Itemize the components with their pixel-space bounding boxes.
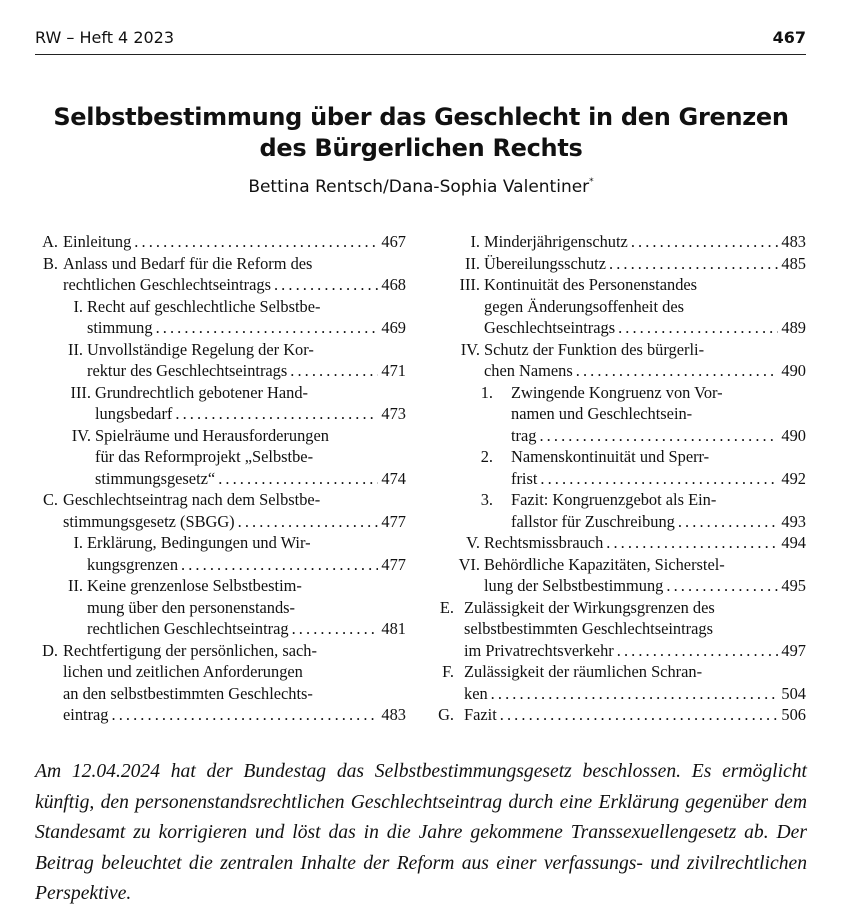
toc-entry-text: chen Namens xyxy=(484,361,573,380)
running-header xyxy=(35,26,806,55)
article-abstract: Am 12.04.2024 hat der Bundestag das Selbstbestimmungsgesetz beschlossen. Es ermöglicht künftig, den personenstandsrechtlichen Geschlechtseintrag durch eine Erklärung gegenüber dem Standesamt zu korrigieren und löst das in die Jahre gekommene Transsexuellengesetz ab. Der Beitrag beleuchtet die zentralen Inhalte der Reform aus einer verfassungs- und zivilrechtlichen Perspektive. xyxy=(35,761,807,904)
toc-entry-marker: E. xyxy=(439,597,454,617)
toc-entry-page: 485 xyxy=(781,253,806,273)
toc-entry-page: 490 xyxy=(781,425,806,445)
toc-entry xyxy=(35,575,406,640)
toc-entry-page: 494 xyxy=(781,533,806,552)
toc-entry-line: Zulässigkeit der Wirkungsgrenzen des xyxy=(464,597,715,617)
toc-entry xyxy=(436,661,806,704)
toc-entry-text: stimmung xyxy=(87,318,153,337)
dot-leader xyxy=(274,274,378,296)
toc-entry-line: selbstbestimmten Geschlechtseintrags xyxy=(464,619,713,638)
toc-entry-marker: 3. xyxy=(480,490,493,509)
dot-leader xyxy=(181,554,378,576)
toc-entry-last-line xyxy=(95,403,406,425)
dot-leader xyxy=(609,253,778,275)
toc-entry-page: 489 xyxy=(781,318,806,337)
toc-entry-last-line xyxy=(484,360,806,382)
toc-entry-line: Namenskontinuität und Sperr- xyxy=(511,447,710,466)
toc-column-right xyxy=(436,231,806,726)
article-authors xyxy=(40,177,802,197)
toc-entry-page: 490 xyxy=(781,361,806,380)
toc-entry-marker: I. xyxy=(470,232,480,251)
toc-entry xyxy=(436,253,806,275)
toc-entry-page: 483 xyxy=(381,705,406,724)
dot-leader xyxy=(666,575,778,597)
toc-entry xyxy=(35,253,406,296)
toc-entry-line: an den selbstbestimmten Geschlechts- xyxy=(63,683,313,703)
toc-entry-line: Zulässigkeit der räumlichen Schran- xyxy=(464,662,703,681)
toc-entry-line: namen und Geschlechtsein- xyxy=(511,404,693,423)
toc-entry-last-line xyxy=(511,511,806,533)
toc-entry-line: Unvollständige Regelung der Kor- xyxy=(87,339,314,359)
toc-entry-marker: IV. xyxy=(71,425,91,445)
toc-entry-text: stimmungsgesetz (SBGG) xyxy=(63,511,235,531)
toc-entry-line: Geschlechtseintrag nach dem Selbstbe- xyxy=(63,490,321,509)
toc-entry-text: Rechtsmissbrauch xyxy=(484,533,604,552)
article-title: Selbstbestimmung über das Geschlecht in den Grenzen des Bürgerlichen Rechts xyxy=(53,103,789,162)
dot-leader xyxy=(218,468,378,490)
toc-entry-marker: B. xyxy=(42,253,58,273)
toc-entry xyxy=(35,296,406,339)
toc-entry xyxy=(436,532,806,554)
toc-entry xyxy=(436,704,806,726)
toc-entry-line: Erklärung, Bedingungen und Wir- xyxy=(87,533,311,552)
toc-entry-page: 483 xyxy=(781,232,806,251)
dot-leader xyxy=(290,360,378,382)
toc-entry xyxy=(436,382,806,447)
toc-entry-marker: D. xyxy=(42,640,58,660)
toc-entry-text: trag xyxy=(511,425,537,445)
toc-entry-marker: III. xyxy=(459,275,480,294)
toc-entry xyxy=(436,339,806,382)
toc-entry-marker: II. xyxy=(67,576,83,595)
toc-entry-last-line xyxy=(484,231,806,253)
toc-entry-page: 468 xyxy=(381,275,406,294)
toc-entry-page: 504 xyxy=(781,683,806,703)
toc-entry-line: gegen Änderungsoffenheit des xyxy=(484,296,684,316)
toc-entry-text: eintrag xyxy=(63,705,109,724)
toc-entry-marker: II. xyxy=(464,253,480,273)
toc-entry xyxy=(436,274,806,339)
toc-entry-marker: I. xyxy=(73,533,83,552)
dot-leader xyxy=(112,704,379,726)
toc-entry-text: Minderjährigenschutz xyxy=(484,232,628,251)
toc-entry-line: Zwingende Kongruenz von Vor- xyxy=(511,382,723,402)
author-names: Bettina Rentsch/Dana-Sophia Valentiner xyxy=(248,177,590,197)
toc-entry-last-line xyxy=(87,360,406,382)
dot-leader xyxy=(500,704,779,726)
toc-entry xyxy=(436,231,806,253)
toc-entry-last-line xyxy=(63,511,406,533)
toc-entry-last-line xyxy=(484,575,806,597)
toc-entry xyxy=(35,640,406,726)
toc-entry-text: Übereilungsschutz xyxy=(484,253,606,273)
toc-entry xyxy=(35,339,406,382)
toc-entry-last-line xyxy=(484,253,806,275)
toc-entry-last-line xyxy=(464,704,806,726)
dot-leader xyxy=(617,640,779,662)
toc-entry-last-line xyxy=(484,532,806,554)
toc-entry-last-line xyxy=(511,468,806,490)
toc-entry-text: rechtlichen Geschlechtseintrags xyxy=(63,275,271,294)
toc-entry-last-line xyxy=(63,274,406,296)
toc-entry-marker: 1. xyxy=(480,382,493,402)
toc-entry-page: 481 xyxy=(381,619,406,638)
toc-entry-text: kungsgrenzen xyxy=(87,554,179,574)
toc-entry-page: 506 xyxy=(781,705,806,724)
toc-entry-last-line xyxy=(87,554,406,576)
dot-leader xyxy=(134,231,378,253)
dot-leader xyxy=(238,511,379,533)
dot-leader xyxy=(540,468,778,490)
toc-entry-text: Fazit xyxy=(464,705,497,724)
toc-entry-line: lichen und zeitlichen Anforderungen xyxy=(63,662,303,681)
toc-entry xyxy=(35,382,406,425)
toc-entry-page: 477 xyxy=(381,554,406,574)
toc-entry-page: 471 xyxy=(381,361,406,380)
toc-entry xyxy=(35,532,406,575)
toc-entry-text: Einleitung xyxy=(63,232,132,251)
toc-entry-last-line xyxy=(511,425,806,447)
author-footnote-mark: * xyxy=(589,177,594,187)
toc-entry-line: mung über den personenstands- xyxy=(87,597,296,617)
dot-leader xyxy=(491,683,779,705)
dot-leader xyxy=(606,532,778,554)
toc-entry-marker: IV. xyxy=(460,339,480,359)
toc-entry xyxy=(35,425,406,490)
toc-entry-text: stimmungsgesetz“ xyxy=(95,468,216,488)
toc-entry-page: 497 xyxy=(781,640,806,660)
toc-entry-page: 467 xyxy=(381,232,406,251)
toc-entry-marker: F. xyxy=(442,662,454,681)
toc-entry-last-line xyxy=(87,618,406,640)
toc-entry-page: 495 xyxy=(781,576,806,595)
dot-leader xyxy=(618,317,778,339)
toc-entry-marker: III. xyxy=(70,382,91,402)
toc-entry-text: ken xyxy=(464,683,488,703)
journal-issue: RW – Heft 4 2023 xyxy=(35,28,175,47)
toc-entry xyxy=(436,446,806,489)
toc-entry-text: lungsbedarf xyxy=(95,404,173,423)
toc-column-left xyxy=(35,231,406,726)
toc-entry-last-line xyxy=(464,683,806,705)
dot-leader xyxy=(539,425,778,447)
toc-entry-text: im Privatrechtsverkehr xyxy=(464,640,614,660)
toc-entry-line: für das Reformprojekt „Selbstbe- xyxy=(95,447,314,466)
toc-entry-text: frist xyxy=(511,468,538,488)
dot-leader xyxy=(156,317,379,339)
toc-entry-page: 474 xyxy=(381,468,406,488)
toc-entry-marker: 2. xyxy=(480,447,493,466)
toc-entry-line: Fazit: Kongruenzgebot als Ein- xyxy=(511,490,717,509)
toc-entry-page: 477 xyxy=(381,511,406,531)
toc-entry xyxy=(35,231,406,253)
toc-entry-last-line xyxy=(63,231,406,253)
toc-entry-line: Rechtfertigung der persönlichen, sach- xyxy=(63,640,317,660)
toc-entry-text: fallstor für Zuschreibung xyxy=(511,511,675,531)
toc-entry xyxy=(35,489,406,532)
toc-entry-text: Geschlechtseintrags xyxy=(484,318,616,337)
toc-entry xyxy=(436,554,806,597)
toc-entry-page: 493 xyxy=(781,511,806,531)
toc-entry-marker: V. xyxy=(466,533,480,552)
dot-leader xyxy=(175,403,378,425)
toc-entry-page: 469 xyxy=(381,318,406,337)
toc-entry-line: Behördliche Kapazitäten, Sicherstel- xyxy=(484,554,725,574)
toc-entry-marker: C. xyxy=(42,490,58,509)
toc-entry-last-line xyxy=(87,317,406,339)
toc-entry-line: Spielräume und Herausforderungen xyxy=(95,425,329,445)
toc-entry-line: Schutz der Funktion des bürgerli- xyxy=(484,339,705,359)
toc-entry-line: Keine grenzenlose Selbstbestim- xyxy=(87,576,302,595)
toc-entry-text: rechtlichen Geschlechtseintrag xyxy=(87,619,289,638)
dot-leader xyxy=(631,231,779,253)
dot-leader xyxy=(678,511,779,533)
toc-entry-text: rektur des Geschlechtseintrags xyxy=(87,361,288,380)
toc-entry-page: 492 xyxy=(781,468,806,488)
toc-entry-last-line xyxy=(63,704,406,726)
dot-leader xyxy=(292,618,379,640)
toc-entry-marker: G. xyxy=(438,705,454,724)
toc-entry-marker: VI. xyxy=(458,554,480,574)
toc-entry-line: Recht auf geschlechtliche Selbstbe- xyxy=(87,296,321,316)
toc-entry xyxy=(436,489,806,532)
toc-entry-last-line xyxy=(484,317,806,339)
toc-entry-page: 473 xyxy=(381,404,406,423)
toc-entry-last-line xyxy=(464,640,806,662)
toc-entry xyxy=(436,597,806,662)
toc-entry-marker: II. xyxy=(67,339,83,359)
page-number: 467 xyxy=(772,28,806,47)
dot-leader xyxy=(576,360,779,382)
toc-entry-last-line xyxy=(95,468,406,490)
toc-entry-line: Kontinuität des Personenstandes xyxy=(484,275,698,294)
toc-entry-text: lung der Selbstbestimmung xyxy=(484,576,664,595)
toc-entry-line: Grundrechtlich gebotener Hand- xyxy=(95,382,308,402)
toc-entry-marker: I. xyxy=(73,296,83,316)
toc-entry-line: Anlass und Bedarf für die Reform des xyxy=(63,253,313,273)
toc-entry-marker: A. xyxy=(42,232,58,251)
